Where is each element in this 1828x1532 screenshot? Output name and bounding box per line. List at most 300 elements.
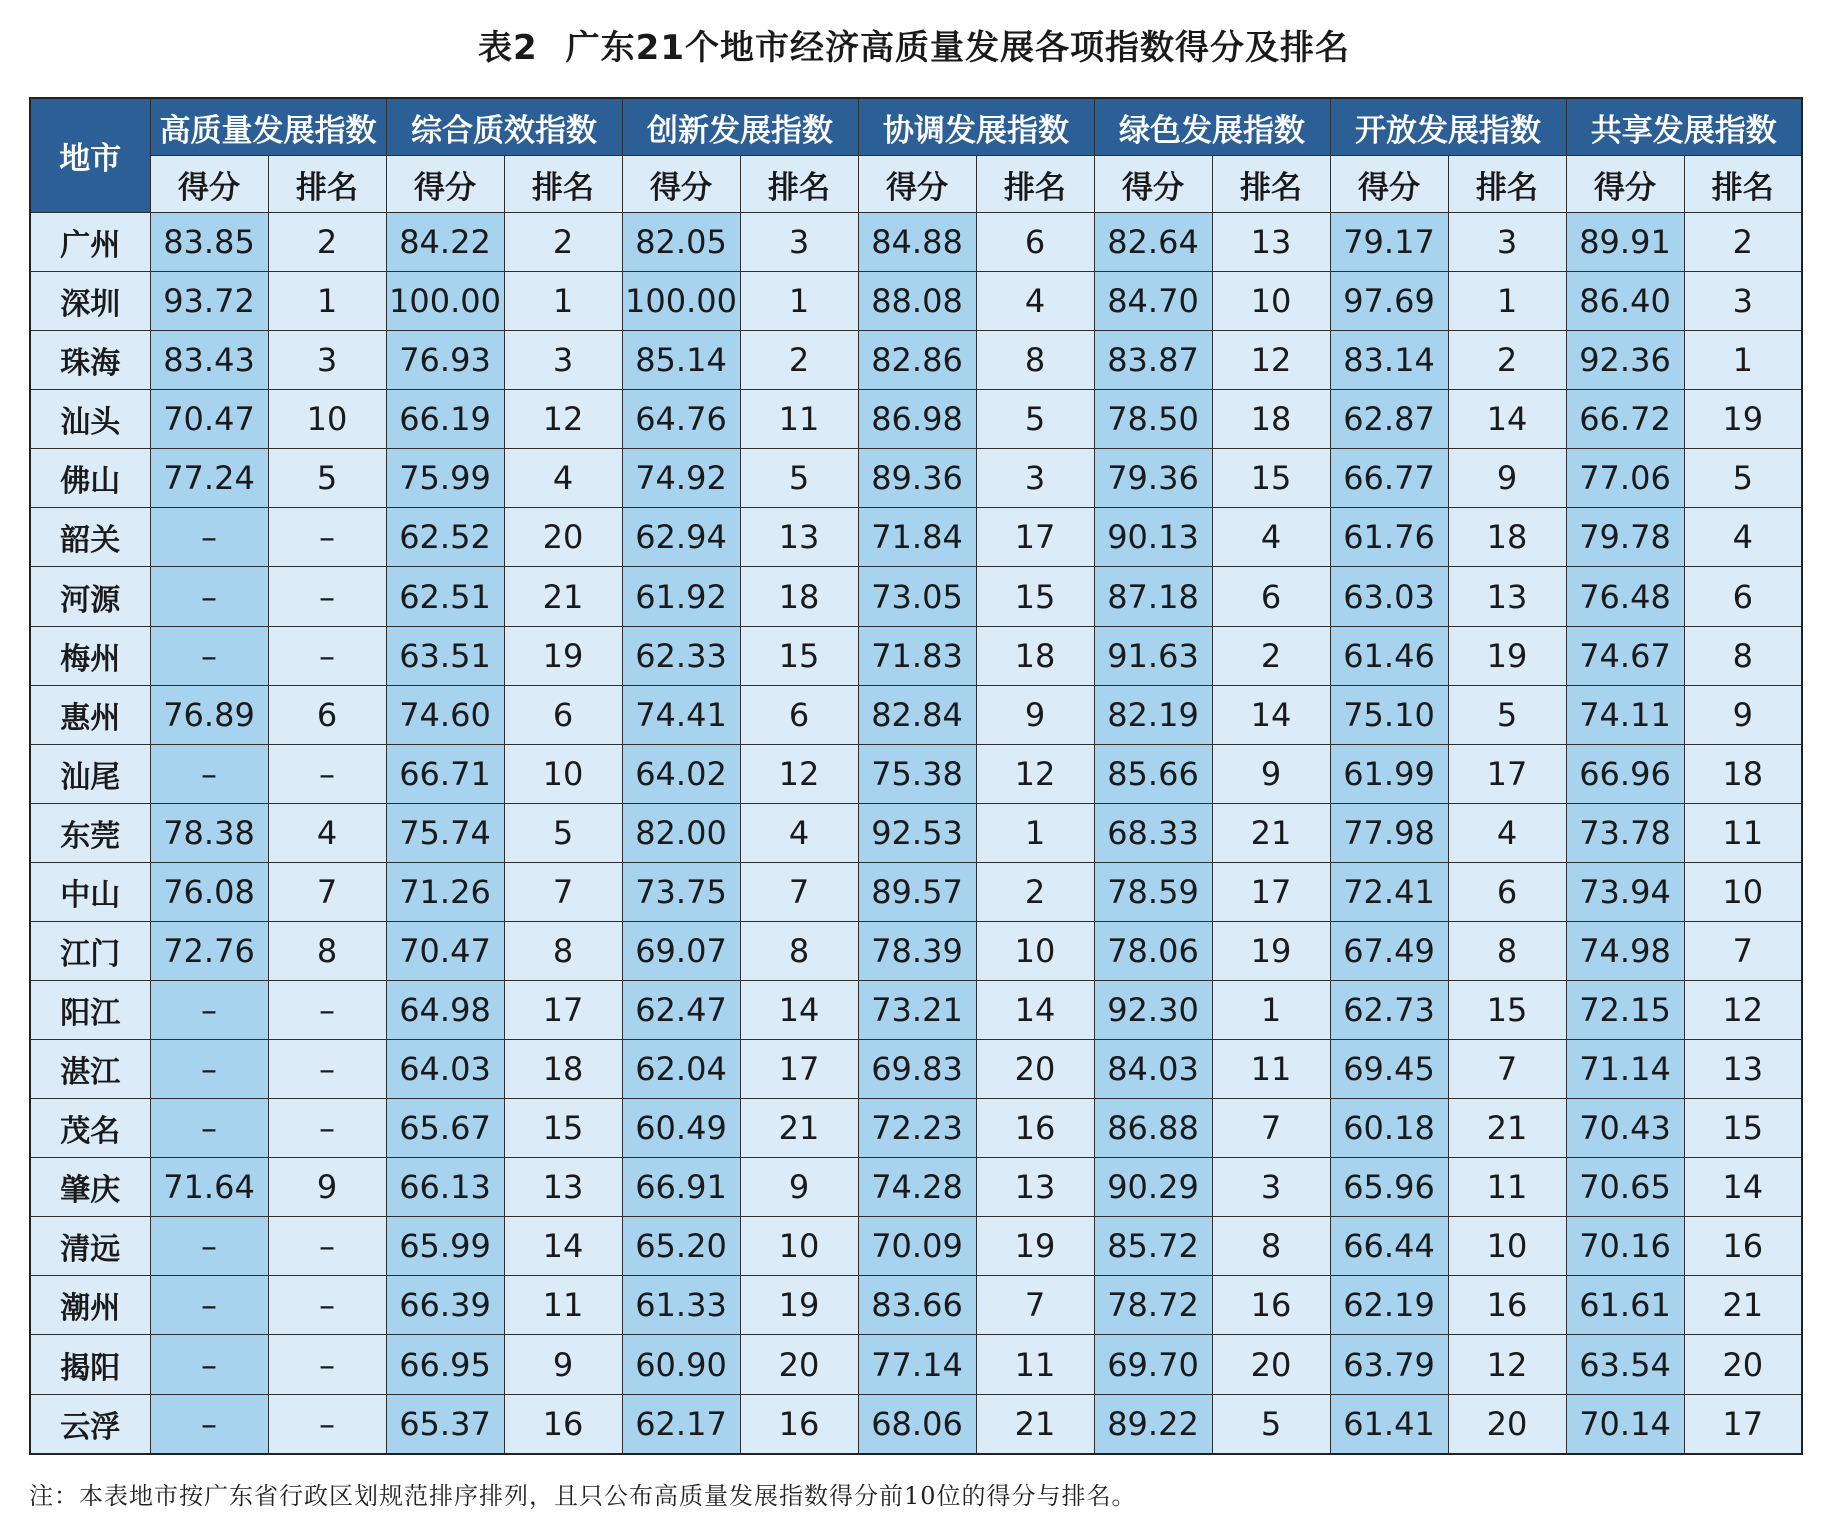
score-cell: 65.20 [622,1217,740,1276]
rank-cell: 14 [740,981,858,1040]
rank-cell: 14 [976,981,1094,1040]
score-cell: 78.50 [1094,390,1212,449]
score-cell: 62.19 [1330,1276,1448,1335]
score-cell: 69.45 [1330,1040,1448,1099]
city-cell: 阳江 [30,981,150,1040]
rank-cell: 3 [1684,272,1802,331]
rank-cell: 3 [268,331,386,390]
table-title [0,20,1828,69]
rank-cell: 19 [740,1276,858,1335]
score-cell: 84.70 [1094,272,1212,331]
score-cell: 61.76 [1330,508,1448,567]
city-cell: 揭阳 [30,1335,150,1394]
rank-cell: 17 [1212,862,1330,921]
score-cell: 84.22 [386,213,504,272]
rank-cell: 8 [1684,626,1802,685]
rank-cell: 5 [504,803,622,862]
score-cell: 63.51 [386,626,504,685]
rank-cell: 11 [1684,803,1802,862]
table-row [30,390,1802,449]
city-cell: 梅州 [30,626,150,685]
score-cell: 92.36 [1566,331,1684,390]
score-cell: 66.77 [1330,449,1448,508]
score-cell: 61.33 [622,1276,740,1335]
score-cell: 72.15 [1566,981,1684,1040]
score-cell: – [150,508,268,567]
rank-cell: 3 [1448,213,1566,272]
rank-cell: 3 [740,213,858,272]
score-cell: – [150,567,268,626]
rank-cell: 15 [504,1099,622,1158]
rank-cell: 2 [1448,331,1566,390]
rank-cell: 2 [976,862,1094,921]
city-cell: 深圳 [30,272,150,331]
score-cell: 76.08 [150,862,268,921]
score-cell: 83.14 [1330,331,1448,390]
score-header: 得分 [1094,156,1212,213]
score-cell: 70.14 [1566,1394,1684,1454]
city-cell: 湛江 [30,1040,150,1099]
city-cell: 东莞 [30,803,150,862]
rank-cell: 12 [740,744,858,803]
rank-cell: 6 [1212,567,1330,626]
rank-cell: 14 [1684,1158,1802,1217]
score-cell: 65.96 [1330,1158,1448,1217]
score-cell: 66.71 [386,744,504,803]
table-body [30,213,1802,1455]
score-cell: 62.94 [622,508,740,567]
score-cell: 100.00 [386,272,504,331]
rank-cell: 5 [976,390,1094,449]
score-cell: 68.33 [1094,803,1212,862]
score-cell: 64.98 [386,981,504,1040]
rank-cell: 19 [1684,390,1802,449]
rank-cell: 4 [1684,508,1802,567]
rank-cell: 18 [976,626,1094,685]
score-cell: 69.07 [622,921,740,980]
rank-cell: 18 [1212,390,1330,449]
score-cell: 74.41 [622,685,740,744]
score-cell: 70.09 [858,1217,976,1276]
score-cell: 73.94 [1566,862,1684,921]
score-cell: 67.49 [1330,921,1448,980]
group-header: 综合质效指数 [386,98,622,156]
rank-cell: 7 [976,1276,1094,1335]
score-header: 得分 [1566,156,1684,213]
score-cell: 74.11 [1566,685,1684,744]
score-cell: 61.41 [1330,1394,1448,1454]
score-header: 得分 [622,156,740,213]
rank-cell: 2 [268,213,386,272]
score-cell: 93.72 [150,272,268,331]
score-cell: 90.29 [1094,1158,1212,1217]
rank-cell: 2 [1684,213,1802,272]
score-cell: 74.28 [858,1158,976,1217]
city-cell: 汕头 [30,390,150,449]
rank-cell: 14 [1212,685,1330,744]
rank-cell: 9 [740,1158,858,1217]
score-cell: 77.24 [150,449,268,508]
rank-cell: 20 [976,1040,1094,1099]
rank-cell: 21 [1684,1276,1802,1335]
score-cell: 74.92 [622,449,740,508]
rank-cell: 16 [504,1394,622,1454]
city-cell: 佛山 [30,449,150,508]
rank-cell: – [268,1040,386,1099]
rank-header: 排名 [268,156,386,213]
sub-header-row [30,156,1802,213]
score-cell: 71.14 [1566,1040,1684,1099]
rank-cell: 6 [740,685,858,744]
city-cell: 江门 [30,921,150,980]
score-cell: 63.03 [1330,567,1448,626]
rank-cell: 10 [268,390,386,449]
group-header: 高质量发展指数 [150,98,386,156]
rank-cell: 8 [976,331,1094,390]
rank-cell: 4 [268,803,386,862]
rank-cell: – [268,567,386,626]
score-cell: 86.98 [858,390,976,449]
rank-cell: 2 [1212,626,1330,685]
rank-cell: 8 [740,921,858,980]
table-label: 表2 [478,28,538,68]
score-cell: 72.41 [1330,862,1448,921]
score-cell: 62.17 [622,1394,740,1454]
rank-cell: 13 [1448,567,1566,626]
score-cell: 100.00 [622,272,740,331]
rank-cell: 11 [1448,1158,1566,1217]
score-cell: 89.22 [1094,1394,1212,1454]
rank-cell: 4 [1448,803,1566,862]
city-cell: 惠州 [30,685,150,744]
rank-cell: 8 [504,921,622,980]
rank-cell: 14 [504,1217,622,1276]
rank-cell: 1 [504,272,622,331]
rank-cell: 7 [504,862,622,921]
rank-cell: 15 [976,567,1094,626]
rank-cell: 1 [1448,272,1566,331]
rank-cell: 4 [504,449,622,508]
rank-cell: 10 [1212,272,1330,331]
score-cell: 61.46 [1330,626,1448,685]
score-header: 得分 [150,156,268,213]
score-cell: 61.92 [622,567,740,626]
rank-cell: 17 [504,981,622,1040]
city-cell: 潮州 [30,1276,150,1335]
score-cell: 63.79 [1330,1335,1448,1394]
group-header: 共享发展指数 [1566,98,1802,156]
score-cell: 66.13 [386,1158,504,1217]
table-row [30,1394,1802,1454]
score-cell: 66.39 [386,1276,504,1335]
score-cell: 87.18 [1094,567,1212,626]
score-cell: 77.98 [1330,803,1448,862]
rank-cell: 11 [740,390,858,449]
rank-cell: 5 [740,449,858,508]
score-cell: 74.60 [386,685,504,744]
table-row [30,921,1802,980]
rank-cell: 5 [1448,685,1566,744]
score-cell: 68.06 [858,1394,976,1454]
table-title-text: 广东21个地市经济高质量发展各项指数得分及排名 [565,28,1350,68]
score-cell: 73.75 [622,862,740,921]
table-row [30,981,1802,1040]
score-cell: 62.73 [1330,981,1448,1040]
table-row [30,567,1802,626]
score-cell: 75.99 [386,449,504,508]
rank-cell: 10 [504,744,622,803]
rank-cell: 20 [740,1335,858,1394]
score-cell: 66.72 [1566,390,1684,449]
rank-cell: 5 [1684,449,1802,508]
score-cell: 74.67 [1566,626,1684,685]
rank-cell: 9 [976,685,1094,744]
rank-cell: 20 [1212,1335,1330,1394]
rank-cell: 19 [1448,626,1566,685]
score-cell: – [150,1276,268,1335]
rank-cell: 7 [740,862,858,921]
score-cell: 78.38 [150,803,268,862]
rank-cell: – [268,1099,386,1158]
rank-cell: 21 [976,1394,1094,1454]
score-cell: 77.06 [1566,449,1684,508]
score-cell: 82.64 [1094,213,1212,272]
rank-cell: 1 [1684,331,1802,390]
score-cell: 66.91 [622,1158,740,1217]
table-row [30,331,1802,390]
table-row [30,213,1802,272]
rank-cell: – [268,1394,386,1454]
rank-cell: – [268,1335,386,1394]
rank-cell: 6 [504,685,622,744]
rank-cell: 2 [740,331,858,390]
score-cell: – [150,1217,268,1276]
rank-cell: 6 [976,213,1094,272]
rank-cell: 12 [1212,331,1330,390]
group-header-row [30,98,1802,156]
table-row [30,449,1802,508]
score-cell: 75.38 [858,744,976,803]
rank-cell: 7 [1212,1099,1330,1158]
rank-cell: 15 [1684,1099,1802,1158]
rank-cell: 15 [1212,449,1330,508]
score-cell: 78.59 [1094,862,1212,921]
rank-cell: 16 [1684,1217,1802,1276]
rank-cell: 14 [1448,390,1566,449]
rank-header: 排名 [1448,156,1566,213]
score-cell: 76.48 [1566,567,1684,626]
score-cell: 63.54 [1566,1335,1684,1394]
score-cell: 82.84 [858,685,976,744]
rank-cell: 19 [504,626,622,685]
score-cell: 62.51 [386,567,504,626]
rank-cell: 13 [1212,213,1330,272]
score-cell: 65.99 [386,1217,504,1276]
score-cell: – [150,1099,268,1158]
score-cell: 71.64 [150,1158,268,1217]
score-cell: 73.78 [1566,803,1684,862]
score-cell: 76.89 [150,685,268,744]
city-cell: 河源 [30,567,150,626]
score-cell: 78.72 [1094,1276,1212,1335]
score-cell: 82.86 [858,331,976,390]
rank-header: 排名 [740,156,858,213]
rank-cell: 7 [1684,921,1802,980]
rank-cell: 6 [1448,862,1566,921]
rank-cell: 9 [1212,744,1330,803]
rank-cell: 8 [1212,1217,1330,1276]
rank-cell: 21 [1212,803,1330,862]
rank-cell: 5 [268,449,386,508]
city-cell: 肇庆 [30,1158,150,1217]
rank-cell: 1 [740,272,858,331]
rank-cell: 21 [740,1099,858,1158]
score-cell: 70.47 [386,921,504,980]
rank-cell: 16 [740,1394,858,1454]
score-cell: 70.16 [1566,1217,1684,1276]
rank-cell: 3 [1212,1158,1330,1217]
score-cell: 86.88 [1094,1099,1212,1158]
score-cell: 69.70 [1094,1335,1212,1394]
score-cell: – [150,744,268,803]
group-header: 协调发展指数 [858,98,1094,156]
rank-cell: 18 [1448,508,1566,567]
score-cell: 82.19 [1094,685,1212,744]
score-cell: 62.87 [1330,390,1448,449]
score-cell: 64.76 [622,390,740,449]
score-cell: 72.23 [858,1099,976,1158]
rank-cell: 18 [740,567,858,626]
score-cell: 73.05 [858,567,976,626]
score-cell: 61.61 [1566,1276,1684,1335]
score-cell: 89.36 [858,449,976,508]
rank-cell: 19 [976,1217,1094,1276]
rank-cell: 20 [1684,1335,1802,1394]
city-cell: 汕尾 [30,744,150,803]
score-cell: 79.78 [1566,508,1684,567]
table-row [30,272,1802,331]
score-cell: 62.47 [622,981,740,1040]
score-cell: 65.37 [386,1394,504,1454]
score-cell: 82.05 [622,213,740,272]
rank-header: 排名 [504,156,622,213]
rank-cell: 21 [504,567,622,626]
score-cell: 85.66 [1094,744,1212,803]
score-cell: 79.17 [1330,213,1448,272]
score-cell: 66.44 [1330,1217,1448,1276]
table-row [30,508,1802,567]
rank-cell: 6 [268,685,386,744]
score-cell: 70.43 [1566,1099,1684,1158]
score-cell: 66.96 [1566,744,1684,803]
rank-cell: 10 [976,921,1094,980]
score-header: 得分 [386,156,504,213]
table-row [30,1217,1802,1276]
score-cell: – [150,1394,268,1454]
rank-header: 排名 [1212,156,1330,213]
score-cell: 75.74 [386,803,504,862]
table-footnote: 注：本表地市按广东省行政区划规范排序排列，且只公布高质量发展指数得分前10位的得分与排名。 [29,1482,1137,1510]
rank-cell: 17 [1448,744,1566,803]
group-header: 创新发展指数 [622,98,858,156]
rank-cell: 18 [504,1040,622,1099]
rank-cell: 9 [268,1158,386,1217]
score-cell: 77.14 [858,1335,976,1394]
rank-cell: 2 [504,213,622,272]
table-row [30,862,1802,921]
score-cell: 73.21 [858,981,976,1040]
rank-cell: 16 [1448,1276,1566,1335]
score-cell: 71.84 [858,508,976,567]
rank-cell: 18 [1684,744,1802,803]
table-header [30,98,1802,213]
score-cell: 60.18 [1330,1099,1448,1158]
score-cell: 86.40 [1566,272,1684,331]
rank-cell: 10 [1684,862,1802,921]
score-cell: – [150,1335,268,1394]
rank-header: 排名 [1684,156,1802,213]
score-cell: 84.88 [858,213,976,272]
rank-cell: 1 [976,803,1094,862]
rank-cell: – [268,1217,386,1276]
score-cell: 60.90 [622,1335,740,1394]
rank-cell: – [268,626,386,685]
score-cell: 90.13 [1094,508,1212,567]
score-cell: 62.04 [622,1040,740,1099]
city-cell: 茂名 [30,1099,150,1158]
rank-cell: 17 [740,1040,858,1099]
score-cell: 83.43 [150,331,268,390]
rank-cell: 20 [504,508,622,567]
rank-cell: 13 [504,1158,622,1217]
rank-cell: 11 [504,1276,622,1335]
rank-cell: 13 [740,508,858,567]
rank-cell: 9 [1448,449,1566,508]
score-cell: 78.39 [858,921,976,980]
rank-cell: 3 [504,331,622,390]
score-cell: 62.33 [622,626,740,685]
city-cell: 中山 [30,862,150,921]
rank-cell: 17 [976,508,1094,567]
rank-cell: 4 [976,272,1094,331]
rank-cell: 16 [1212,1276,1330,1335]
rank-cell: 15 [1448,981,1566,1040]
score-cell: 85.72 [1094,1217,1212,1276]
score-cell: 97.69 [1330,272,1448,331]
rank-cell: 20 [1448,1394,1566,1454]
score-cell: – [150,981,268,1040]
city-cell: 广州 [30,213,150,272]
rank-cell: 21 [1448,1099,1566,1158]
rank-cell: 3 [976,449,1094,508]
rank-cell: – [268,508,386,567]
rank-cell: 5 [1212,1394,1330,1454]
score-cell: 70.47 [150,390,268,449]
score-cell: 61.99 [1330,744,1448,803]
score-cell: 85.14 [622,331,740,390]
rank-cell: 17 [1684,1394,1802,1454]
table-row [30,1276,1802,1335]
rank-cell: 12 [976,744,1094,803]
score-header: 得分 [1330,156,1448,213]
table-row [30,685,1802,744]
rank-cell: 4 [740,803,858,862]
score-cell: 76.93 [386,331,504,390]
city-cell: 清远 [30,1217,150,1276]
rank-cell: 12 [1448,1335,1566,1394]
score-header: 得分 [858,156,976,213]
score-cell: 92.53 [858,803,976,862]
